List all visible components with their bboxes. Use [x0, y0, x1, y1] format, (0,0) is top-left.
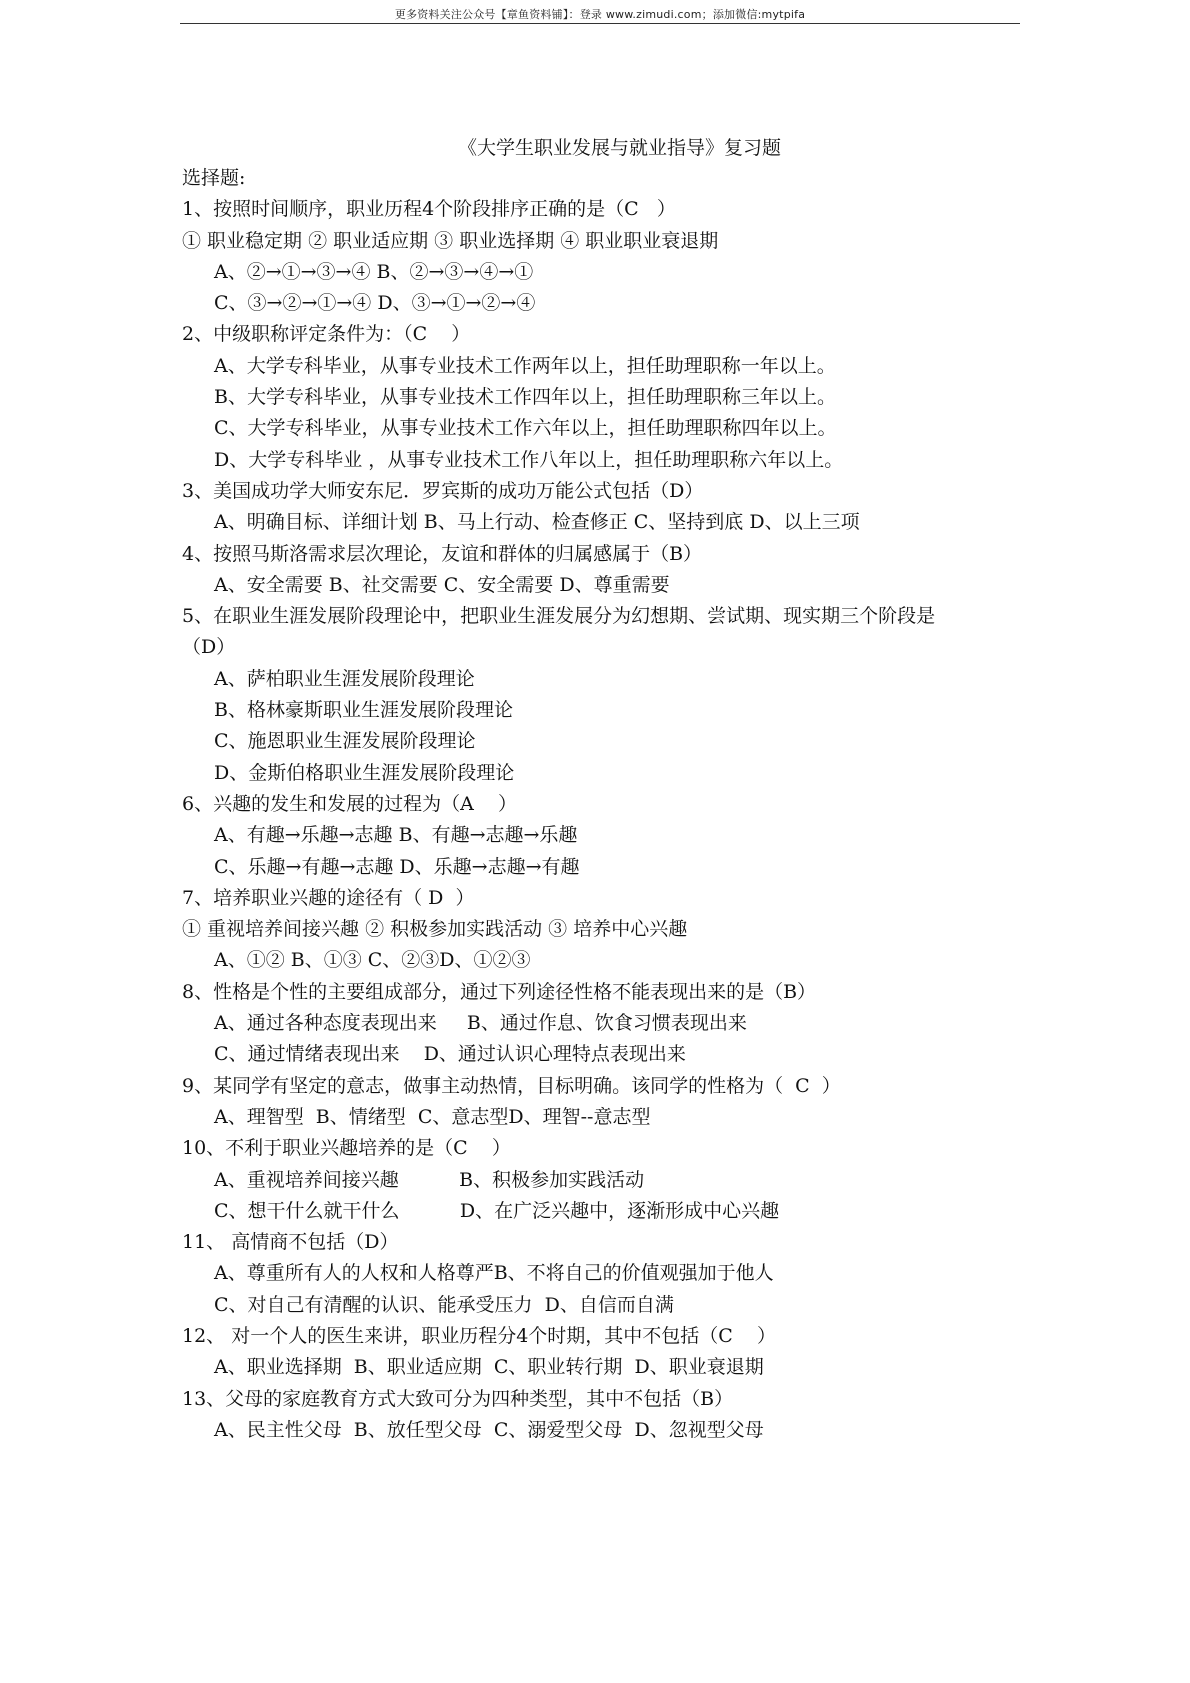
- question-12: 12、 对一个人的医生来讲，职业历程分4个时期，其中不包括（C ）: [182, 1324, 777, 1347]
- question-8-options-ab: A、通过各种态度表现出来 B、通过作息、饮食习惯表现出来: [214, 1012, 747, 1035]
- question-3-options: A、明确目标、详细计划 B、马上行动、检查修正 C、坚持到底 D、以上三项: [214, 511, 860, 534]
- header-divider: [180, 23, 1020, 24]
- question-5-option-d: D、金斯伯格职业生涯发展阶段理论: [214, 761, 515, 784]
- question-4: 4、按照马斯洛需求层次理论，友谊和群体的归属感属于（B）: [182, 542, 703, 565]
- question-10: 10、不利于职业兴趣培养的是（C ）: [182, 1137, 511, 1160]
- question-9: 9、某同学有坚定的意志，做事主动热情，目标明确。该同学的性格为（ C ）: [182, 1074, 841, 1097]
- question-12-options: A、职业选择期 B、职业适应期 C、职业转行期 D、职业衰退期: [214, 1356, 764, 1379]
- question-2-option-c: C、大学专科毕业，从事专业技术工作六年以上，担任助理职称四年以上。: [214, 417, 837, 440]
- question-11-options-ab: A、尊重所有人的人权和人格尊严B、不将自己的价值观强加于他人: [214, 1262, 774, 1285]
- question-11: 11、 高情商不包括（D）: [182, 1231, 399, 1254]
- question-2-option-b: B、大学专科毕业，从事专业技术工作四年以上，担任助理职称三年以上。: [214, 386, 836, 409]
- question-9-options: A、理智型 B、情绪型 C、意志型D、理智--意志型: [214, 1105, 651, 1128]
- question-4-options: A、安全需要 B、社交需要 C、安全需要 D、尊重需要: [214, 573, 670, 596]
- question-5-option-c: C、施恩职业生涯发展阶段理论: [214, 730, 476, 753]
- document-title: 《大学生职业发展与就业指导》复习题: [457, 137, 781, 159]
- question-5: 5、在职业生涯发展阶段理论中，把职业生涯发展分为幻想期、尝试期、现实期三个阶段是: [182, 605, 936, 628]
- question-2-option-a: A、大学专科毕业，从事专业技术工作两年以上，担任助理职称一年以上。: [214, 354, 836, 377]
- question-13: 13、父母的家庭教育方式大致可分为四种类型，其中不包括（B）: [182, 1387, 734, 1410]
- document-body: [182, 133, 1027, 1446]
- question-6-options-cd: C、乐趣→有趣→志趣 D、乐趣→志趣→有趣: [214, 855, 580, 878]
- question-13-options: A、民主性父母 B、放任型父母 C、溺爱型父母 D、忽视型父母: [214, 1418, 764, 1441]
- question-1: 1、按照时间顺序，职业历程4个阶段排序正确的是（C ）: [182, 198, 676, 221]
- question-1-options-cd: C、③→②→①→④ D、③→①→②→④: [214, 292, 536, 315]
- question-10-options-ab: A、重视培养间接兴趣 B、积极参加实践活动: [214, 1168, 645, 1191]
- question-1-items: ① 职业稳定期 ② 职业适应期 ③ 职业选择期 ④ 职业职业衰退期: [182, 229, 719, 252]
- question-8: 8、性格是个性的主要组成部分，通过下列途径性格不能表现出来的是（B）: [182, 980, 817, 1003]
- question-10-options-cd: C、想干什么就干什么 D、在广泛兴趣中，逐渐形成中心兴趣: [214, 1199, 780, 1222]
- question-7: 7、培养职业兴趣的途径有（ D ）: [182, 886, 475, 909]
- question-5-option-b: B、格林豪斯职业生涯发展阶段理论: [214, 699, 513, 722]
- question-5-answer: （D）: [182, 636, 236, 659]
- question-7-items: ① 重视培养间接兴趣 ② 积极参加实践活动 ③ 培养中心兴趣: [182, 918, 688, 941]
- question-6: 6、兴趣的发生和发展的过程为（A ）: [182, 792, 517, 815]
- question-7-options: A、①② B、①③ C、②③D、①②③: [214, 949, 531, 972]
- question-2-option-d: D、大学专科毕业 ，从事专业技术工作八年以上，担任助理职称六年以上。: [214, 448, 844, 471]
- question-5-option-a: A、萨柏职业生涯发展阶段理论: [214, 667, 475, 690]
- section-heading: 选择题:: [182, 167, 246, 189]
- header-note: 更多资料关注公众号【章鱼资料铺】：登录 www.zimudi.com；添加微信:mytpifa: [394, 8, 806, 21]
- question-3: 3、美国成功学大师安东尼．罗宾斯的成功万能公式包括（D）: [182, 479, 704, 502]
- question-11-options-cd: C、对自己有清醒的认识、能承受压力 D、自信而自满: [214, 1293, 674, 1316]
- question-2: 2、中级职称评定条件为：（C ）: [182, 323, 471, 346]
- question-8-options-cd: C、通过情绪表现出来 D、通过认识心理特点表现出来: [214, 1043, 686, 1066]
- question-6-options-ab: A、有趣→乐趣→志趣 B、有趣→志趣→乐趣: [214, 824, 578, 847]
- question-1-options-ab: A、②→①→③→④ B、②→③→④→①: [214, 260, 534, 283]
